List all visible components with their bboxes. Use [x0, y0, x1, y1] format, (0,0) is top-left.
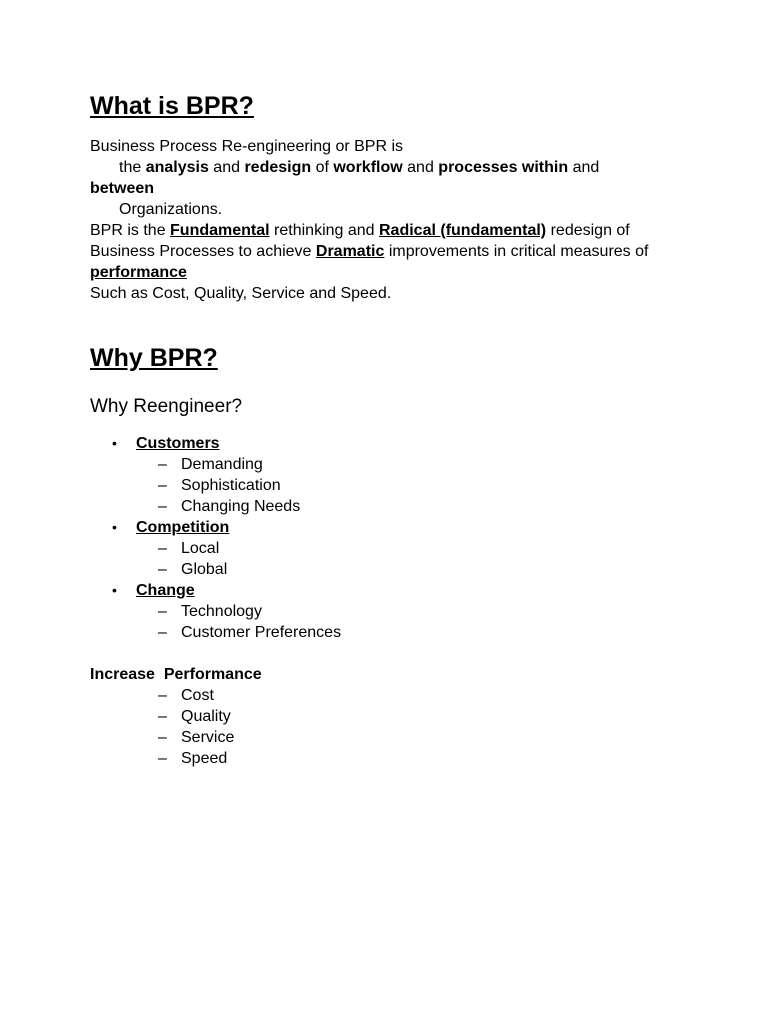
item-text: Local — [181, 540, 220, 557]
dash-icon: – — [158, 729, 167, 746]
list-item-customers — [112, 433, 690, 517]
bullet-icon: • — [112, 582, 117, 598]
list-item — [158, 706, 690, 727]
item-text: Cost — [181, 687, 214, 704]
item-text: Quality — [181, 708, 231, 725]
text: redesign of Business Processes to achieve — [90, 222, 630, 260]
text: rethinking and — [269, 222, 379, 239]
item-text: Global — [181, 561, 228, 578]
group-label: Competition — [136, 519, 230, 536]
dash-icon: – — [158, 498, 167, 515]
dash-icon: – — [158, 603, 167, 620]
list-item — [158, 685, 690, 706]
sub-list — [136, 454, 690, 517]
increase-performance-heading: Increase Performance — [90, 666, 262, 683]
list-item-competition — [112, 517, 690, 580]
item-text: Technology — [181, 603, 262, 620]
item-text: Service — [181, 729, 235, 746]
term-analysis: analysis — [145, 159, 209, 176]
bullet-icon: • — [112, 435, 117, 451]
sub-list — [136, 601, 690, 643]
definition-line-1: Business Process Re-engineering or BPR is — [90, 138, 404, 155]
dash-icon: – — [158, 477, 167, 494]
document-page — [90, 90, 690, 769]
list-item — [158, 727, 690, 748]
sub-list — [136, 538, 690, 580]
term-radical: Radical (fundamental) — [379, 222, 547, 239]
reasons-list — [90, 433, 690, 643]
term-workflow: workflow — [333, 159, 403, 176]
item-text: Changing Needs — [181, 498, 301, 515]
term-processes-within: processes within — [438, 159, 569, 176]
item-text: Customer Preferences — [181, 624, 342, 641]
term-redesign: redesign — [244, 159, 312, 176]
list-item — [158, 601, 690, 622]
performance-list — [90, 685, 690, 769]
item-text: Sophistication — [181, 477, 281, 494]
term-fundamental: Fundamental — [170, 222, 270, 239]
dash-icon: – — [158, 750, 167, 767]
heading-why-bpr: Why BPR? — [90, 344, 218, 372]
subheading-why-reengineer: Why Reengineer? — [90, 396, 243, 417]
list-item — [158, 454, 690, 475]
dash-icon: – — [158, 708, 167, 725]
text: the — [119, 159, 146, 176]
group-label: Customers — [136, 435, 220, 452]
term-dramatic: Dramatic — [315, 243, 385, 260]
definition-line-3 — [90, 178, 690, 199]
item-text: Demanding — [181, 456, 263, 473]
text: of — [311, 159, 334, 176]
term-between: between — [90, 180, 155, 197]
dash-icon: – — [158, 456, 167, 473]
text: and — [208, 159, 245, 176]
text: BPR is the — [90, 222, 171, 239]
text: and — [568, 159, 600, 176]
list-item — [158, 538, 690, 559]
definition-line-4: Organizations. — [119, 201, 223, 218]
list-item — [158, 622, 690, 643]
definition-last-line: Such as Cost, Quality, Service and Speed. — [90, 285, 392, 302]
bullet-icon: • — [112, 519, 117, 535]
definition-line-2 — [90, 157, 690, 178]
dash-icon: – — [158, 540, 167, 557]
list-item — [158, 748, 690, 769]
list-item — [158, 475, 690, 496]
list-item-change — [112, 580, 690, 643]
text: improvements in critical measures of — [384, 243, 649, 260]
text: and — [402, 159, 439, 176]
item-text: Speed — [181, 750, 228, 767]
list-item — [158, 559, 690, 580]
heading-what-is-bpr: What is BPR? — [90, 92, 254, 120]
list-item — [158, 496, 690, 517]
dash-icon: – — [158, 687, 167, 704]
group-label: Change — [136, 582, 195, 599]
bpr-definition — [90, 136, 690, 304]
term-performance: performance — [90, 264, 187, 281]
dash-icon: – — [158, 561, 167, 578]
definition-paragraph-2 — [90, 220, 690, 283]
dash-icon: – — [158, 624, 167, 641]
